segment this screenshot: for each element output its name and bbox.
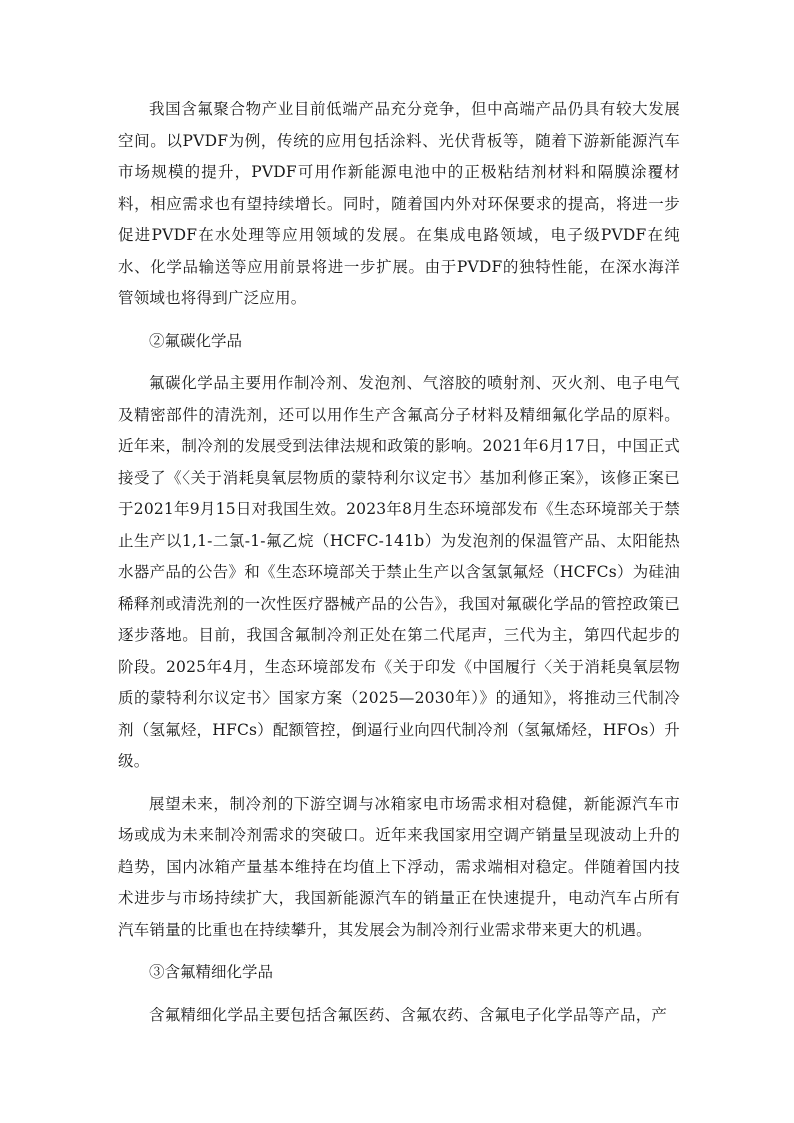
paragraph-gap — [118, 989, 680, 1000]
section-heading-fine-chemicals: ③含氟精细化学品 — [149, 963, 274, 981]
paragraph-fluorocarbon-chemicals: 氟碳化学品主要用作制冷剂、发泡剂、气溶胶的喷射剂、灭火剂、电子电气及精密部件的清洗剂，还可以用作生产含氟高分子材料及精细氟化学品的原料。近年来，制冷剂的发展受到法律法规和政策的影响。2021年6月17日，中国正式接受了《〈关于消耗臭氧层物质的蒙特利尔议定书〉基加利修正案》，该修正案已于2021年9月15日对我国生效。2023年8月生态环境部发布《生态环境部关于禁止生产以1,1-二氯-1-氟乙烷（HCFC-141b）为发泡剂的保温管产品、太阳能热水器产品的公告》和《生态环境部关于禁止生产以含氢氯氟烃（HCFCs）为硅油稀释剂或清洗剂的一次性医疗器械产品的公告》，我国对氟碳化学品的管控政策已逐步落地。目前，我国含氟制冷剂正处在第二代尾声，三代为主，第四代起步的阶段。2025年4月，生态环境部发布《关于印发《中国履行〈关于消耗臭氧层物质的蒙特利尔议定书〉国家方案（2025—2030年）》的通知》，将推动三代制冷剂（氢氟烃，HFCs）配额管控，倒逼行业向四代制冷剂（氢氟烯烃，HFOs）升级。 — [118, 374, 680, 770]
section-heading-fluorocarbon: ②氟碳化学品 — [149, 331, 243, 350]
paragraph-gap — [118, 946, 680, 957]
paragraph-outlook: 展望未来，制冷剂的下游空调与冰箱家电市场需求相对稳健，新能源汽车市场或成为未来制冷剂需求的突破口。近年来我国家用空调产销量呈现波动上升的趋势，国内冰箱产量基本维持在均值上下浮动，需求端相对稳定。伴随着国内技术进步与市场持续扩大，我国新能源汽车的销量正在快速提升，电动汽车占所有汽车销量的比重也在持续攀升，其发展会为制冷剂行业需求带来更大的机遇。 — [118, 794, 680, 939]
paragraph-fluoropolymer: 我国含氟聚合物产业目前低端产品充分竞争，但中高端产品仍具有较大发展空间。以PVDF为例，传统的应用包括涂料、光伏背板等，随着下游新能源汽车市场规模的提升，PVDF可用作新能源电池中的正极粘结剂材料和隔膜涂覆材料，相应需求也有望持续增长。同时，随着国内外对环保要求的提高，将进一步促进PVDF在水处理等应用领域的发展。在集成电路领域，电子级PVDF在纯水、化学品输送等应用前景将进一步扩展。由于PVDF的独特性能，在深水海洋管领域也将得到广泛应用。 — [118, 100, 680, 307]
paragraph-gap — [118, 315, 680, 326]
document-body — [118, 94, 680, 1031]
paragraph-gap — [118, 357, 680, 368]
paragraph-fine-chemicals: 含氟精细化学品主要包括含氟医药、含氟农药、含氟电子化学品等产品，产 — [149, 1005, 668, 1024]
paragraph-gap — [118, 778, 680, 789]
